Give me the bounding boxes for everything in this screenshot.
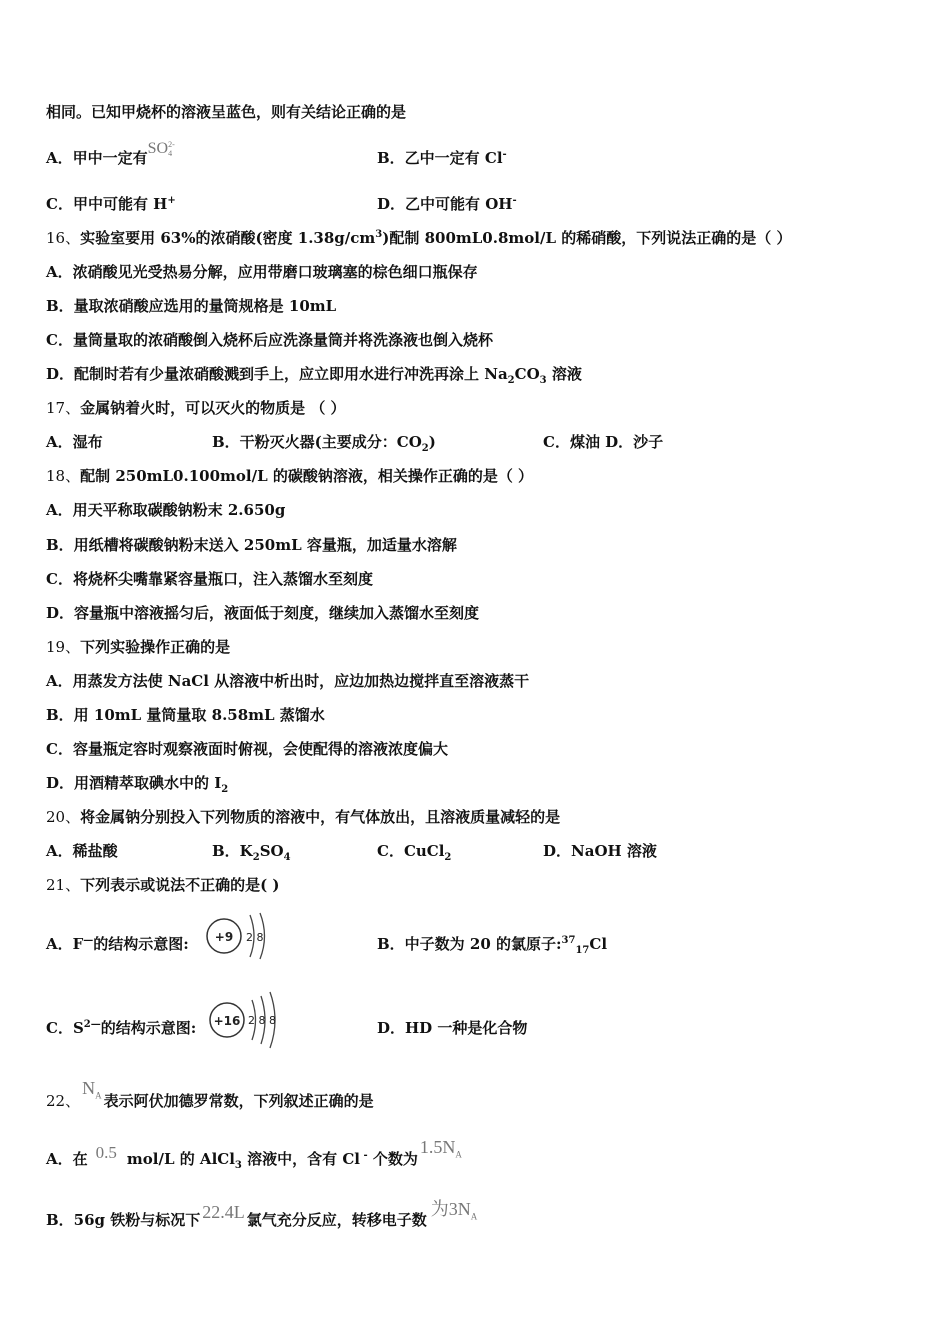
- q21-stem: [46, 875, 280, 895]
- q19-option-d-a: D．用酒精萃取碘水中的 I: [46, 774, 222, 792]
- q21-option-a: [46, 934, 189, 954]
- q19-stem: [46, 637, 230, 657]
- q17-option-b-a: B．干粉灭火器(主要成分：CO: [212, 433, 422, 451]
- q15-option-d-sup: -: [512, 195, 517, 206]
- q22-option-a-sup: -: [359, 1150, 368, 1161]
- q19-option-b: B．用 10mL 量筒量取 8.58mL 蒸馏水: [46, 706, 325, 724]
- q22-option-b-value: 22.4L: [202, 1202, 245, 1222]
- q15-option-b: [377, 148, 507, 168]
- sulfide-nucleus-label: +16: [213, 1014, 241, 1028]
- q22-option-b-b: 氯气充分反应，转移电子数: [246, 1211, 427, 1229]
- q22-option-a-sub: 3: [234, 1160, 242, 1171]
- q18-option-d: D．容量瓶中溶液摇匀后，液面低于刻度，继续加入蒸馏水至刻度: [46, 604, 480, 622]
- q21-option-c-a: C．S: [46, 1019, 84, 1037]
- q22-option-a-count-value: 1.5N: [419, 1137, 456, 1157]
- q15-option-c-text: C．甲中可能有 H: [46, 195, 168, 213]
- q22-stem-text: 表示阿伏加德罗常数，下列叙述正确的是: [103, 1092, 374, 1110]
- q22-stem: [46, 1078, 374, 1111]
- q22-na-sub: A: [95, 1090, 102, 1101]
- q16-stem-b: )配制 800mL0.8mol/L 的稀硝酸，下列说法正确的是（ ）: [382, 229, 792, 247]
- q20-option-b-sub2: 4: [283, 852, 291, 863]
- q22-option-b-count-sub: A: [470, 1211, 478, 1222]
- q16-option-b: B．量取浓硝酸应选用的量筒规格是 10mL: [46, 297, 337, 315]
- q16-number: 16、: [46, 229, 81, 247]
- q17-stem: [46, 398, 346, 418]
- q18-stem-text: 配制 250mL0.100mol/L 的碳酸钠溶液，相关操作正确的是（ ）: [80, 467, 534, 485]
- q16-option-c: C．量筒量取的浓硝酸倒入烧杯后应洗涤量筒并将洗涤液也倒入烧杯: [46, 331, 493, 349]
- q21-option-b: [377, 934, 607, 954]
- q20-option-c: [377, 841, 451, 861]
- q17-option-cd: C．煤油 D．沙子: [543, 433, 664, 451]
- q22-option-a: [46, 1137, 462, 1171]
- q15-option-a-text: A．甲中一定有: [46, 149, 148, 167]
- q22-option-a-c: 溶液中，含有 Cl: [241, 1150, 360, 1168]
- q21-option-b-b: Cl: [589, 935, 608, 953]
- q17-stem-text: 金属钠着火时，可以灭火的物质是 （ ）: [80, 399, 346, 417]
- q22-option-a-count: [419, 1137, 462, 1160]
- q20-option-d: D．NaOH 溶液: [543, 842, 657, 860]
- q22-option-a-a: A．在: [46, 1150, 88, 1168]
- q22-option-a-value: 0.5: [95, 1143, 117, 1162]
- q21-number: 21、: [46, 876, 81, 894]
- fluoride-nucleus-label: +9: [214, 930, 234, 944]
- q17-number: 17、: [46, 399, 81, 417]
- fluoride-shell-electrons: 2 8: [246, 931, 264, 944]
- q20-option-b-a: B．K: [212, 842, 253, 860]
- q21-option-c-b: 的结构示意图:: [100, 1019, 197, 1037]
- q16-option-d-sub1: 2: [507, 375, 515, 386]
- q16-option-d: [46, 364, 582, 384]
- q22-option-b: [46, 1199, 478, 1230]
- q16-stem-a: 实验室要用 63%的浓硝酸(密度 1.38g/cm: [80, 229, 376, 247]
- q16-option-d-c: 溶液: [546, 365, 582, 383]
- q18-number: 18、: [46, 467, 81, 485]
- q22-option-a-count-sub: A: [455, 1149, 462, 1160]
- q20-option-b-b: SO: [259, 842, 284, 860]
- q21-stem-text: 下列表示或说法不正确的是( ): [80, 876, 280, 894]
- q16-stem: [46, 228, 791, 248]
- q15-option-b-sup: -: [502, 149, 507, 160]
- q20-option-c-a: C．CuCl: [377, 842, 445, 860]
- q17-option-b: [212, 432, 436, 452]
- q15-option-c: [46, 194, 176, 214]
- so4-symbol: SO: [147, 140, 169, 157]
- q17-option-a: A．湿布: [46, 433, 103, 451]
- q21-option-d: D．HD 一种是化合物: [377, 1019, 528, 1037]
- q22-option-b-count-value: 为3N: [430, 1199, 471, 1219]
- q20-option-a: A．稀盐酸: [46, 842, 118, 860]
- q20-option-b: [212, 841, 291, 861]
- q21-option-c-sup: 2—: [83, 1019, 101, 1030]
- q21-option-a-sup: —: [83, 935, 94, 946]
- q20-stem: [46, 807, 560, 827]
- q20-stem-text: 将金属钠分别投入下列物质的溶液中，有气体放出，且溶液质量减轻的是: [80, 808, 561, 826]
- q19-option-d-sub: 2: [221, 784, 229, 795]
- q15-option-d: [377, 194, 517, 214]
- q19-option-c: C．容量瓶定容时观察液面时俯视，会使配得的溶液浓度偏大: [46, 740, 448, 758]
- fluoride-ion-diagram: [202, 909, 274, 963]
- q15-option-c-sup: +: [167, 195, 176, 206]
- q21-option-c: [46, 1018, 196, 1038]
- q21-option-a-a: A．F: [46, 935, 84, 953]
- q21-option-b-a: B．中子数为 20 的氯原子:: [377, 935, 562, 953]
- q20-number: 20、: [46, 808, 81, 826]
- q19-option-a: A．用蒸发方法使 NaCl 从溶液中析出时，应边加热边搅拌直至溶液蒸干: [46, 672, 530, 690]
- intro-line: 相同。已知甲烧杯的溶液呈蓝色，则有关结论正确的是: [46, 103, 407, 121]
- q16-option-a: A．浓硝酸见光受热易分解，应用带磨口玻璃塞的棕色细口瓶保存: [46, 263, 478, 281]
- q22-na-symbol: [82, 1078, 102, 1101]
- q16-option-d-a: D．配制时若有少量浓硝酸溅到手上，应立即用水进行冲洗再涂上 Na: [46, 365, 508, 383]
- q20-option-b-sub1: 2: [252, 852, 260, 863]
- q22-na-letter: N: [82, 1078, 96, 1098]
- q21-option-b-sub: 17: [575, 945, 590, 956]
- q17-option-b-b: ): [428, 433, 436, 451]
- so4-subscript: 4: [168, 149, 173, 159]
- q17-option-b-sub: 2: [421, 443, 429, 454]
- q16-option-d-sub2: 3: [539, 375, 547, 386]
- q19-stem-text: 下列实验操作正确的是: [80, 638, 231, 656]
- q18-stem: [46, 466, 533, 486]
- q18-option-a: A．用天平称取碳酸钠粉末 2.650g: [46, 501, 286, 519]
- q20-option-c-sub: 2: [444, 852, 452, 863]
- q22-option-b-a: B．56g 铁粉与标况下: [46, 1211, 201, 1229]
- q19-number: 19、: [46, 638, 81, 656]
- q21-option-b-sup: 37: [561, 935, 576, 946]
- so4-charge: 2-: [168, 140, 175, 150]
- q19-option-d: [46, 773, 228, 793]
- q22-option-a-b: mol/L 的 AlCl: [126, 1150, 235, 1168]
- q15-option-b-text: B．乙中一定有 Cl: [377, 149, 503, 167]
- sulfide-ion-diagram: [206, 990, 286, 1050]
- q22-number: 22、: [46, 1092, 81, 1110]
- sulfide-shell-electrons: 2 8 8: [248, 1014, 276, 1027]
- q21-option-a-b: 的结构示意图:: [93, 935, 189, 953]
- q15-option-d-text: D．乙中可能有 OH: [377, 195, 513, 213]
- q15-option-a-formula: [148, 140, 175, 157]
- q16-stem-sup: 3: [375, 229, 383, 240]
- q22-option-b-count: [430, 1199, 478, 1222]
- q18-option-b: B．用纸槽将碳酸钠粉末送入 250mL 容量瓶，加适量水溶解: [46, 536, 457, 554]
- q15-option-a: [46, 140, 175, 169]
- q22-option-a-d: 个数为: [367, 1150, 418, 1168]
- q16-option-d-b: CO: [514, 365, 540, 383]
- q18-option-c: C．将烧杯尖嘴靠紧容量瓶口，注入蒸馏水至刻度: [46, 570, 373, 588]
